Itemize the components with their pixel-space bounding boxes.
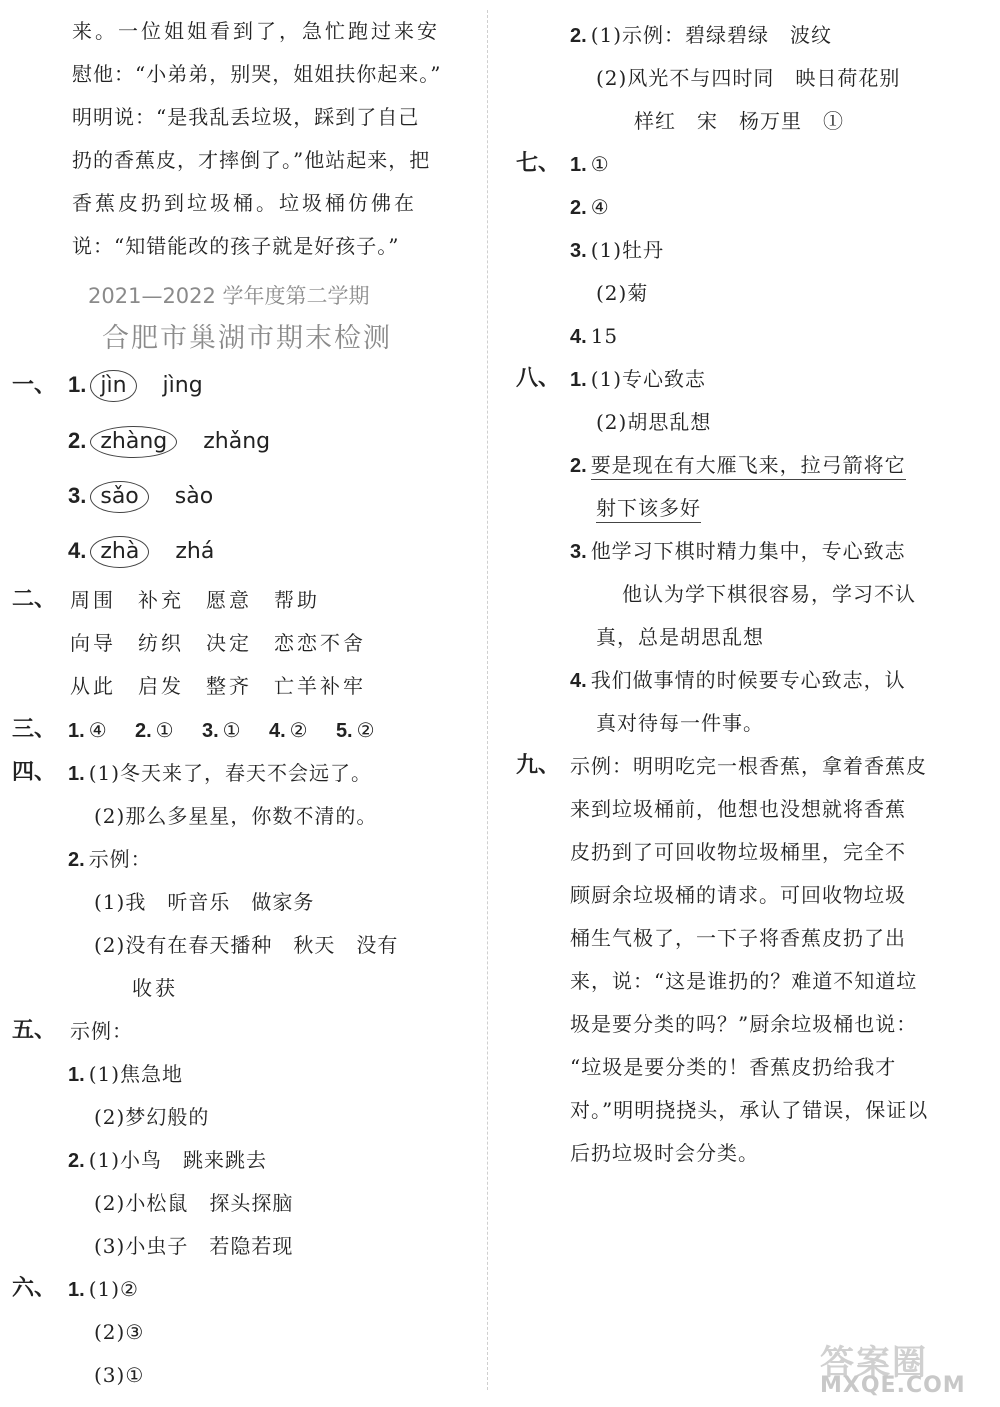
- section-label-6: 六、: [12, 1276, 57, 1301]
- intro-line: 来。一位姐姐看到了，急忙跑过来安: [72, 19, 440, 43]
- word-row: 周围 补充 愿意 帮助: [70, 588, 320, 612]
- pinyin-item: 2. zhàng zhǎng: [68, 426, 270, 458]
- answer-line: 2. (1)小鸟 跳来跳去: [68, 1148, 268, 1172]
- column-divider: [487, 10, 488, 1390]
- answer-line: 4. 15: [570, 324, 619, 348]
- pinyin-item: 4. zhà zhá: [68, 536, 214, 568]
- answer-line: 1. (1)②: [68, 1277, 139, 1301]
- circled-pinyin: jìn: [90, 370, 136, 402]
- answer-line: 3. (1)牡丹: [570, 238, 665, 262]
- watermark-logo: [820, 1335, 990, 1397]
- section-label-3: 三、: [12, 717, 57, 742]
- choice-answers: 1. ④ 2. ① 3. ① 4. ② 5. ②: [68, 718, 375, 742]
- word-row: 向导 纺织 决定 恋恋不舍: [70, 631, 366, 655]
- essay-line: 对。”明明挠挠头，承认了错误，保证以: [570, 1098, 929, 1122]
- essay-line: 来，说：“这是谁扔的？难道不知道垃: [570, 969, 918, 993]
- essay-line: 圾是要分类的吗？”厨余垃圾桶也说：: [570, 1012, 918, 1036]
- essay-line: 来到垃圾桶前，他想也没想就将香蕉: [570, 797, 906, 821]
- answer-line: 1. ①: [570, 152, 610, 176]
- answer-line: 1. (1)冬天来了，春天不会远了。: [68, 761, 373, 785]
- pinyin-item: 3. sǎo sào: [68, 481, 213, 513]
- answer-line: 2. 示例：: [68, 847, 152, 871]
- essay-line: “垃圾是要分类的！香蕉皮扔给我才: [570, 1055, 897, 1079]
- underlined-answer: 要是现在有大雁飞来，拉弓箭将它: [591, 453, 906, 480]
- section-label-1: 一、: [12, 373, 57, 398]
- section-label-5: 五、: [12, 1018, 57, 1043]
- intro-line: 扔的香蕉皮，才摔倒了。”他站起来，把: [72, 148, 431, 172]
- answer-line: (2)没有在春天播种 秋天 没有: [94, 933, 399, 957]
- intro-line: 说：“知错能改的孩子就是好孩子。”: [72, 234, 400, 258]
- section-label-7: 七、: [516, 151, 561, 176]
- essay-line: 桶生气极了，一下子将香蕉皮扔了出: [570, 926, 906, 950]
- answer-line: 2. (1)示例：碧绿碧绿 波纹: [570, 23, 833, 47]
- answer-line: 3. 他学习下棋时精力集中，专心致志: [570, 539, 906, 563]
- answer-line: 4. 我们做事情的时候要专心致志，认: [570, 668, 906, 692]
- answer-line: [596, 495, 701, 521]
- answer-line: 2. ④: [570, 195, 610, 219]
- answer-line: 1. (1)焦急地: [68, 1062, 184, 1086]
- answer-line: (2)那么多星星，你数不清的。: [94, 804, 378, 828]
- essay-line: 后扔垃圾时会分类。: [570, 1141, 759, 1165]
- answer-line: (2)胡思乱想: [596, 410, 712, 434]
- answer-line: 示例：: [70, 1019, 133, 1043]
- essay-line: 皮扔到了可回收物垃圾桶里，完全不: [570, 840, 906, 864]
- answer-line: (2)梦幻般的: [94, 1105, 210, 1129]
- answer-line: 2. 要是现在有大雁飞来，拉弓箭将它: [570, 452, 906, 479]
- exam-year-header: 2021—2022 学年度第二学期: [88, 284, 370, 308]
- underlined-answer: 射下该多好: [596, 496, 701, 523]
- section-label-8: 八、: [516, 366, 561, 391]
- answer-line: (3)小虫子 若隐若现: [94, 1234, 294, 1258]
- word-row: 从此 启发 整齐 亡羊补牢: [70, 674, 366, 698]
- answer-line: (2)③: [94, 1320, 145, 1344]
- answer-line: (3)①: [94, 1363, 145, 1387]
- intro-line: 香蕉皮扔到垃圾桶。垃圾桶仿佛在: [72, 191, 417, 215]
- answer-line: 1. (1)专心致志: [570, 367, 707, 391]
- answer-line: 真对待每一件事。: [596, 711, 764, 735]
- section-label-2: 二、: [12, 587, 57, 612]
- circled-pinyin: zhàng: [90, 426, 177, 458]
- answer-line: 真，总是胡思乱想: [596, 625, 764, 649]
- intro-line: 慰他：“小弟弟，别哭，姐姐扶你起来。”: [72, 62, 442, 86]
- answer-line: 收获: [132, 976, 178, 1000]
- answer-line: (2)小松鼠 探头探脑: [94, 1191, 294, 1215]
- answer-line: (1)我 听音乐 做家务: [94, 890, 315, 914]
- pinyin-item: 1. jìn jìng: [68, 370, 203, 402]
- section-label-4: 四、: [12, 760, 57, 785]
- exam-title-header: 合肥市巢湖市期末检测: [102, 323, 392, 354]
- answer-line: (2)风光不与四时同 映日荷花别: [596, 66, 901, 90]
- essay-line: 示例：明明吃完一根香蕉，拿着香蕉皮: [570, 754, 927, 778]
- watermark-en: MXQE.COM: [820, 1373, 966, 1398]
- intro-line: 明明说：“是我乱丢垃圾，踩到了自己: [72, 105, 420, 129]
- essay-line: 顾厨余垃圾桶的请求。可回收物垃圾: [570, 883, 906, 907]
- section-label-9: 九、: [516, 753, 561, 778]
- answer-line: 样红 宋 杨万里 ①: [634, 109, 844, 133]
- answer-line: (2)菊: [596, 281, 649, 305]
- answer-line: 他认为学下棋很容易，学习不认: [622, 582, 916, 606]
- watermark-cn: 答案圈: [820, 1343, 928, 1383]
- circled-pinyin: sǎo: [90, 481, 148, 513]
- circled-pinyin: zhà: [90, 536, 149, 568]
